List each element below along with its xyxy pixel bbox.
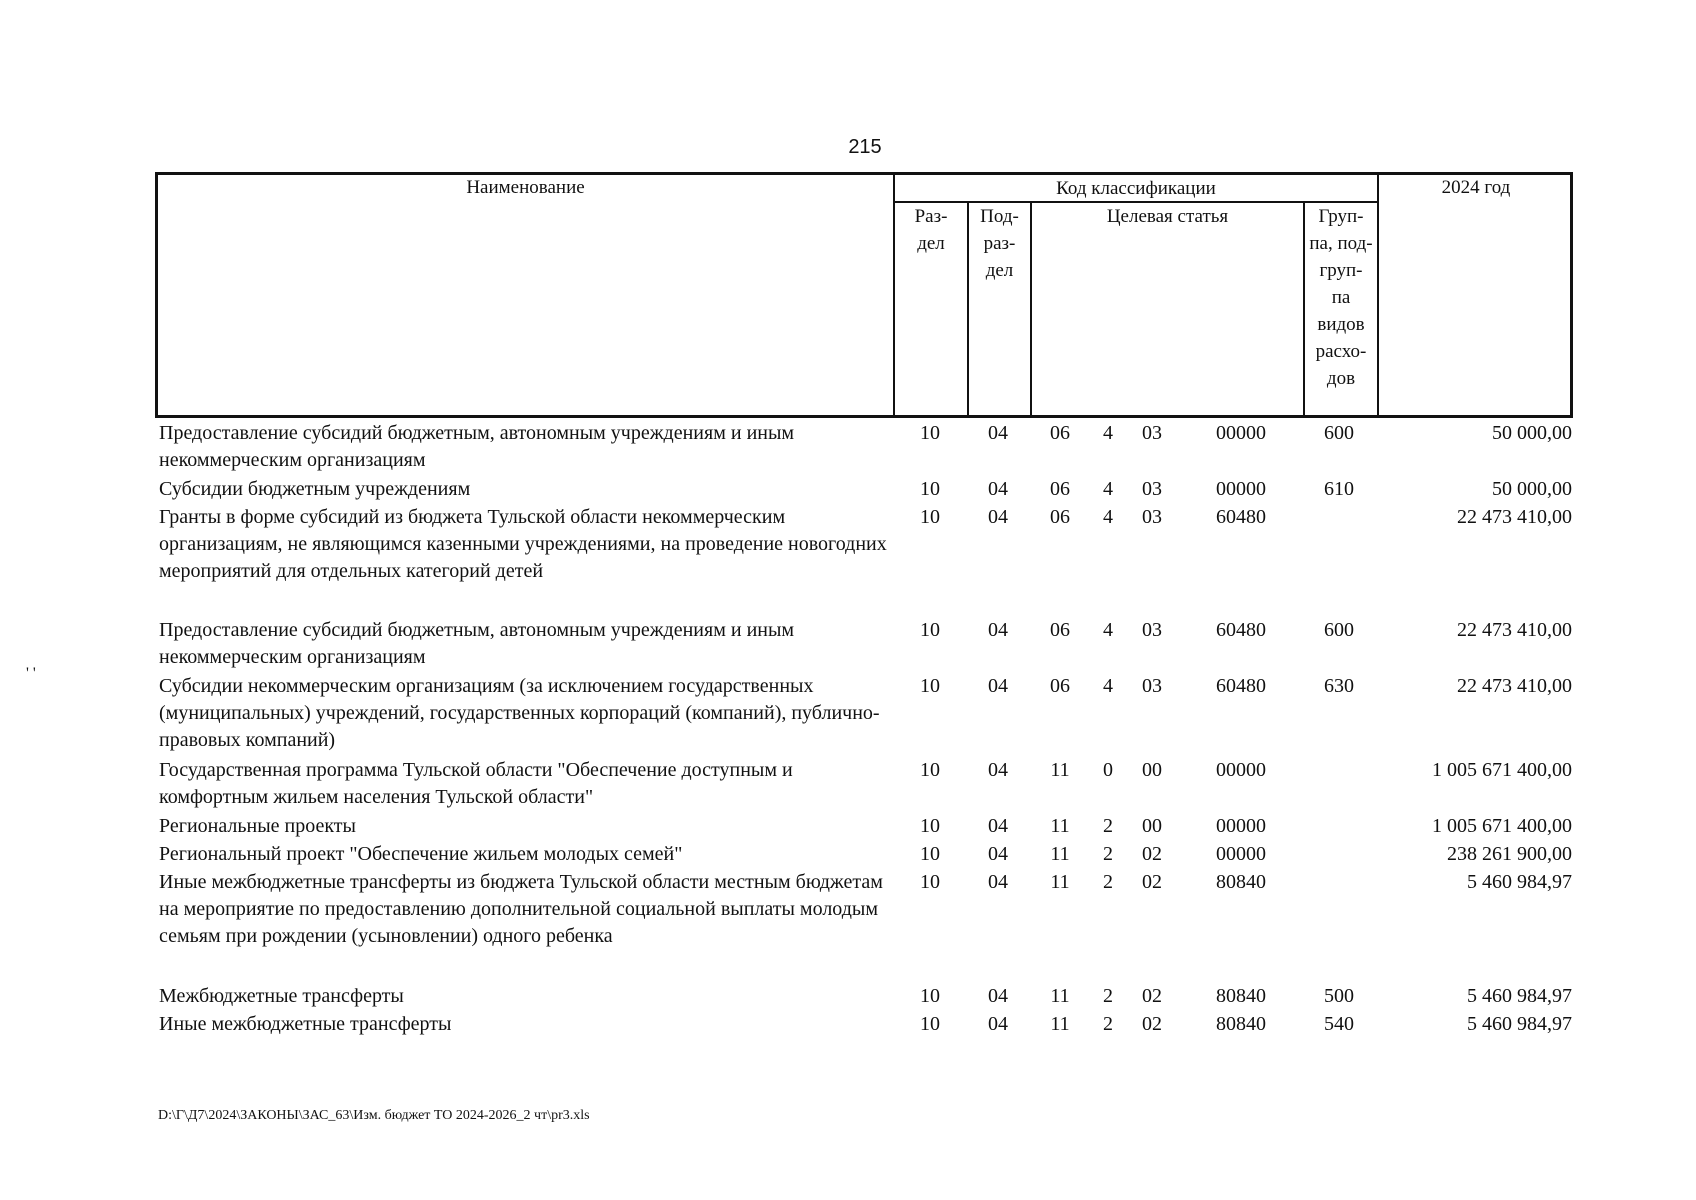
header-year: 2024 год (1441, 177, 1511, 198)
row-cs-type: 2 (1103, 985, 1113, 1007)
header-target-article: Целевая статья (1106, 206, 1229, 227)
row-cs-element: 02 (1142, 871, 1162, 893)
row-podrazdel: 04 (988, 675, 1008, 697)
row-name: Предоставление субсидий бюджетным, автономным учреждениям и иным некоммерческим организациям (159, 422, 795, 471)
row-group: 600 (1324, 619, 1354, 641)
row-cs-type: 2 (1103, 815, 1113, 837)
divider (1377, 175, 1379, 415)
row-group: 540 (1324, 1013, 1354, 1035)
row-razdel: 10 (920, 759, 940, 781)
row-name: Субсидии некоммерческим организациям (за исключением государственных (муниципальных) учреждений, государственных корпораций (компаний), публично-правовых компаний) (159, 675, 880, 751)
row-cs-type: 4 (1103, 422, 1113, 444)
row-group: 610 (1324, 478, 1354, 500)
row-podrazdel: 04 (988, 478, 1008, 500)
row-cs-element: 03 (1142, 619, 1162, 641)
row-cs-program: 11 (1050, 843, 1070, 865)
header-name: Наименование (466, 177, 585, 198)
row-cs-direction: 00000 (1216, 478, 1266, 500)
header-podrazdel: Под- раз- дел (980, 206, 1019, 281)
row-cs-program: 11 (1050, 985, 1070, 1007)
row-razdel: 10 (920, 478, 940, 500)
row-podrazdel: 04 (988, 1013, 1008, 1035)
row-razdel: 10 (920, 815, 940, 837)
row-cs-type: 2 (1103, 843, 1113, 865)
row-cs-element: 02 (1142, 1013, 1162, 1035)
row-cs-type: 4 (1103, 675, 1113, 697)
header-expense-group: Груп- па, под- груп- па видов расхо- дов (1309, 206, 1373, 389)
row-name: Иные межбюджетные трансферты (159, 1013, 452, 1035)
row-amount: 1 005 671 400,00 (1432, 815, 1572, 837)
row-cs-program: 06 (1050, 619, 1070, 641)
page-number: 215 (848, 136, 882, 158)
row-podrazdel: 04 (988, 506, 1008, 528)
row-cs-element: 03 (1142, 478, 1162, 500)
row-cs-direction: 00000 (1216, 815, 1266, 837)
row-cs-program: 11 (1050, 871, 1070, 893)
row-cs-program: 11 (1050, 815, 1070, 837)
header-razdel: Раз- дел (914, 206, 948, 254)
row-razdel: 10 (920, 1013, 940, 1035)
row-group: 630 (1324, 675, 1354, 697)
row-cs-element: 02 (1142, 843, 1162, 865)
row-razdel: 10 (920, 506, 940, 528)
row-cs-program: 06 (1050, 506, 1070, 528)
row-podrazdel: 04 (988, 619, 1008, 641)
row-cs-program: 06 (1050, 478, 1070, 500)
row-cs-direction: 60480 (1216, 506, 1266, 528)
row-amount: 50 000,00 (1492, 422, 1572, 444)
row-cs-direction: 80840 (1216, 871, 1266, 893)
row-cs-element: 03 (1142, 675, 1162, 697)
row-cs-element: 03 (1142, 506, 1162, 528)
row-amount: 5 460 984,97 (1467, 871, 1572, 893)
row-podrazdel: 04 (988, 815, 1008, 837)
row-cs-type: 2 (1103, 871, 1113, 893)
row-cs-direction: 80840 (1216, 985, 1266, 1007)
row-podrazdel: 04 (988, 871, 1008, 893)
row-name: Субсидии бюджетным учреждениям (159, 478, 471, 500)
row-amount: 22 473 410,00 (1457, 506, 1572, 528)
row-cs-program: 06 (1050, 675, 1070, 697)
row-amount: 22 473 410,00 (1457, 619, 1572, 641)
row-amount: 50 000,00 (1492, 478, 1572, 500)
scan-artifact: ' ' (26, 665, 36, 682)
file-path-footer: D:\Г\Д7\2024\ЗАКОНЫ\ЗАС_63\Изм. бюджет ТО 2024-2026_2 чт\pr3.xls (158, 1108, 590, 1123)
row-cs-type: 4 (1103, 506, 1113, 528)
row-name: Предоставление субсидий бюджетным, автономным учреждениям и иным некоммерческим организациям (159, 619, 795, 668)
row-cs-direction: 80840 (1216, 1013, 1266, 1035)
row-razdel: 10 (920, 985, 940, 1007)
row-podrazdel: 04 (988, 422, 1008, 444)
row-amount: 22 473 410,00 (1457, 675, 1572, 697)
row-amount: 1 005 671 400,00 (1432, 759, 1572, 781)
row-cs-direction: 00000 (1216, 759, 1266, 781)
row-cs-element: 03 (1142, 422, 1162, 444)
row-podrazdel: 04 (988, 759, 1008, 781)
row-podrazdel: 04 (988, 843, 1008, 865)
row-name: Гранты в форме субсидий из бюджета Тульской области некоммерческим организациям, не являющимся казенными учреждениями, на проведение новогодних мероприятий для отдельных категорий детей (159, 506, 887, 582)
row-cs-direction: 60480 (1216, 619, 1266, 641)
row-cs-type: 4 (1103, 478, 1113, 500)
row-name: Региональный проект "Обеспечение жильем молодых семей" (159, 843, 683, 865)
row-cs-element: 00 (1142, 759, 1162, 781)
row-group: 600 (1324, 422, 1354, 444)
row-amount: 5 460 984,97 (1467, 985, 1572, 1007)
row-cs-element: 02 (1142, 985, 1162, 1007)
row-razdel: 10 (920, 843, 940, 865)
row-cs-program: 11 (1050, 1013, 1070, 1035)
row-cs-type: 2 (1103, 1013, 1113, 1035)
row-name: Межбюджетные трансферты (159, 985, 404, 1007)
row-cs-program: 06 (1050, 422, 1070, 444)
row-razdel: 10 (920, 675, 940, 697)
row-name: Региональные проекты (159, 815, 356, 837)
row-amount: 238 261 900,00 (1447, 843, 1572, 865)
row-cs-direction: 60480 (1216, 675, 1266, 697)
row-name: Государственная программа Тульской области "Обеспечение доступным и комфортным жильем населения Тульской области" (159, 759, 793, 808)
table-header (155, 172, 1573, 418)
row-podrazdel: 04 (988, 985, 1008, 1007)
row-cs-type: 0 (1103, 759, 1113, 781)
row-razdel: 10 (920, 871, 940, 893)
divider (1030, 202, 1032, 415)
row-cs-direction: 00000 (1216, 843, 1266, 865)
header-classification: Код классификации (1056, 178, 1216, 199)
row-razdel: 10 (920, 422, 940, 444)
row-cs-element: 00 (1142, 815, 1162, 837)
row-cs-program: 11 (1050, 759, 1070, 781)
row-amount: 5 460 984,97 (1467, 1013, 1572, 1035)
row-cs-direction: 00000 (1216, 422, 1266, 444)
row-razdel: 10 (920, 619, 940, 641)
row-name: Иные межбюджетные трансферты из бюджета Тульской области местным бюджетам на мероприятие по предоставлению дополнительной социальной выплаты молодым семьям при рождении (усыновлении) одного ребенка (159, 871, 883, 947)
row-cs-type: 4 (1103, 619, 1113, 641)
row-group: 500 (1324, 985, 1354, 1007)
